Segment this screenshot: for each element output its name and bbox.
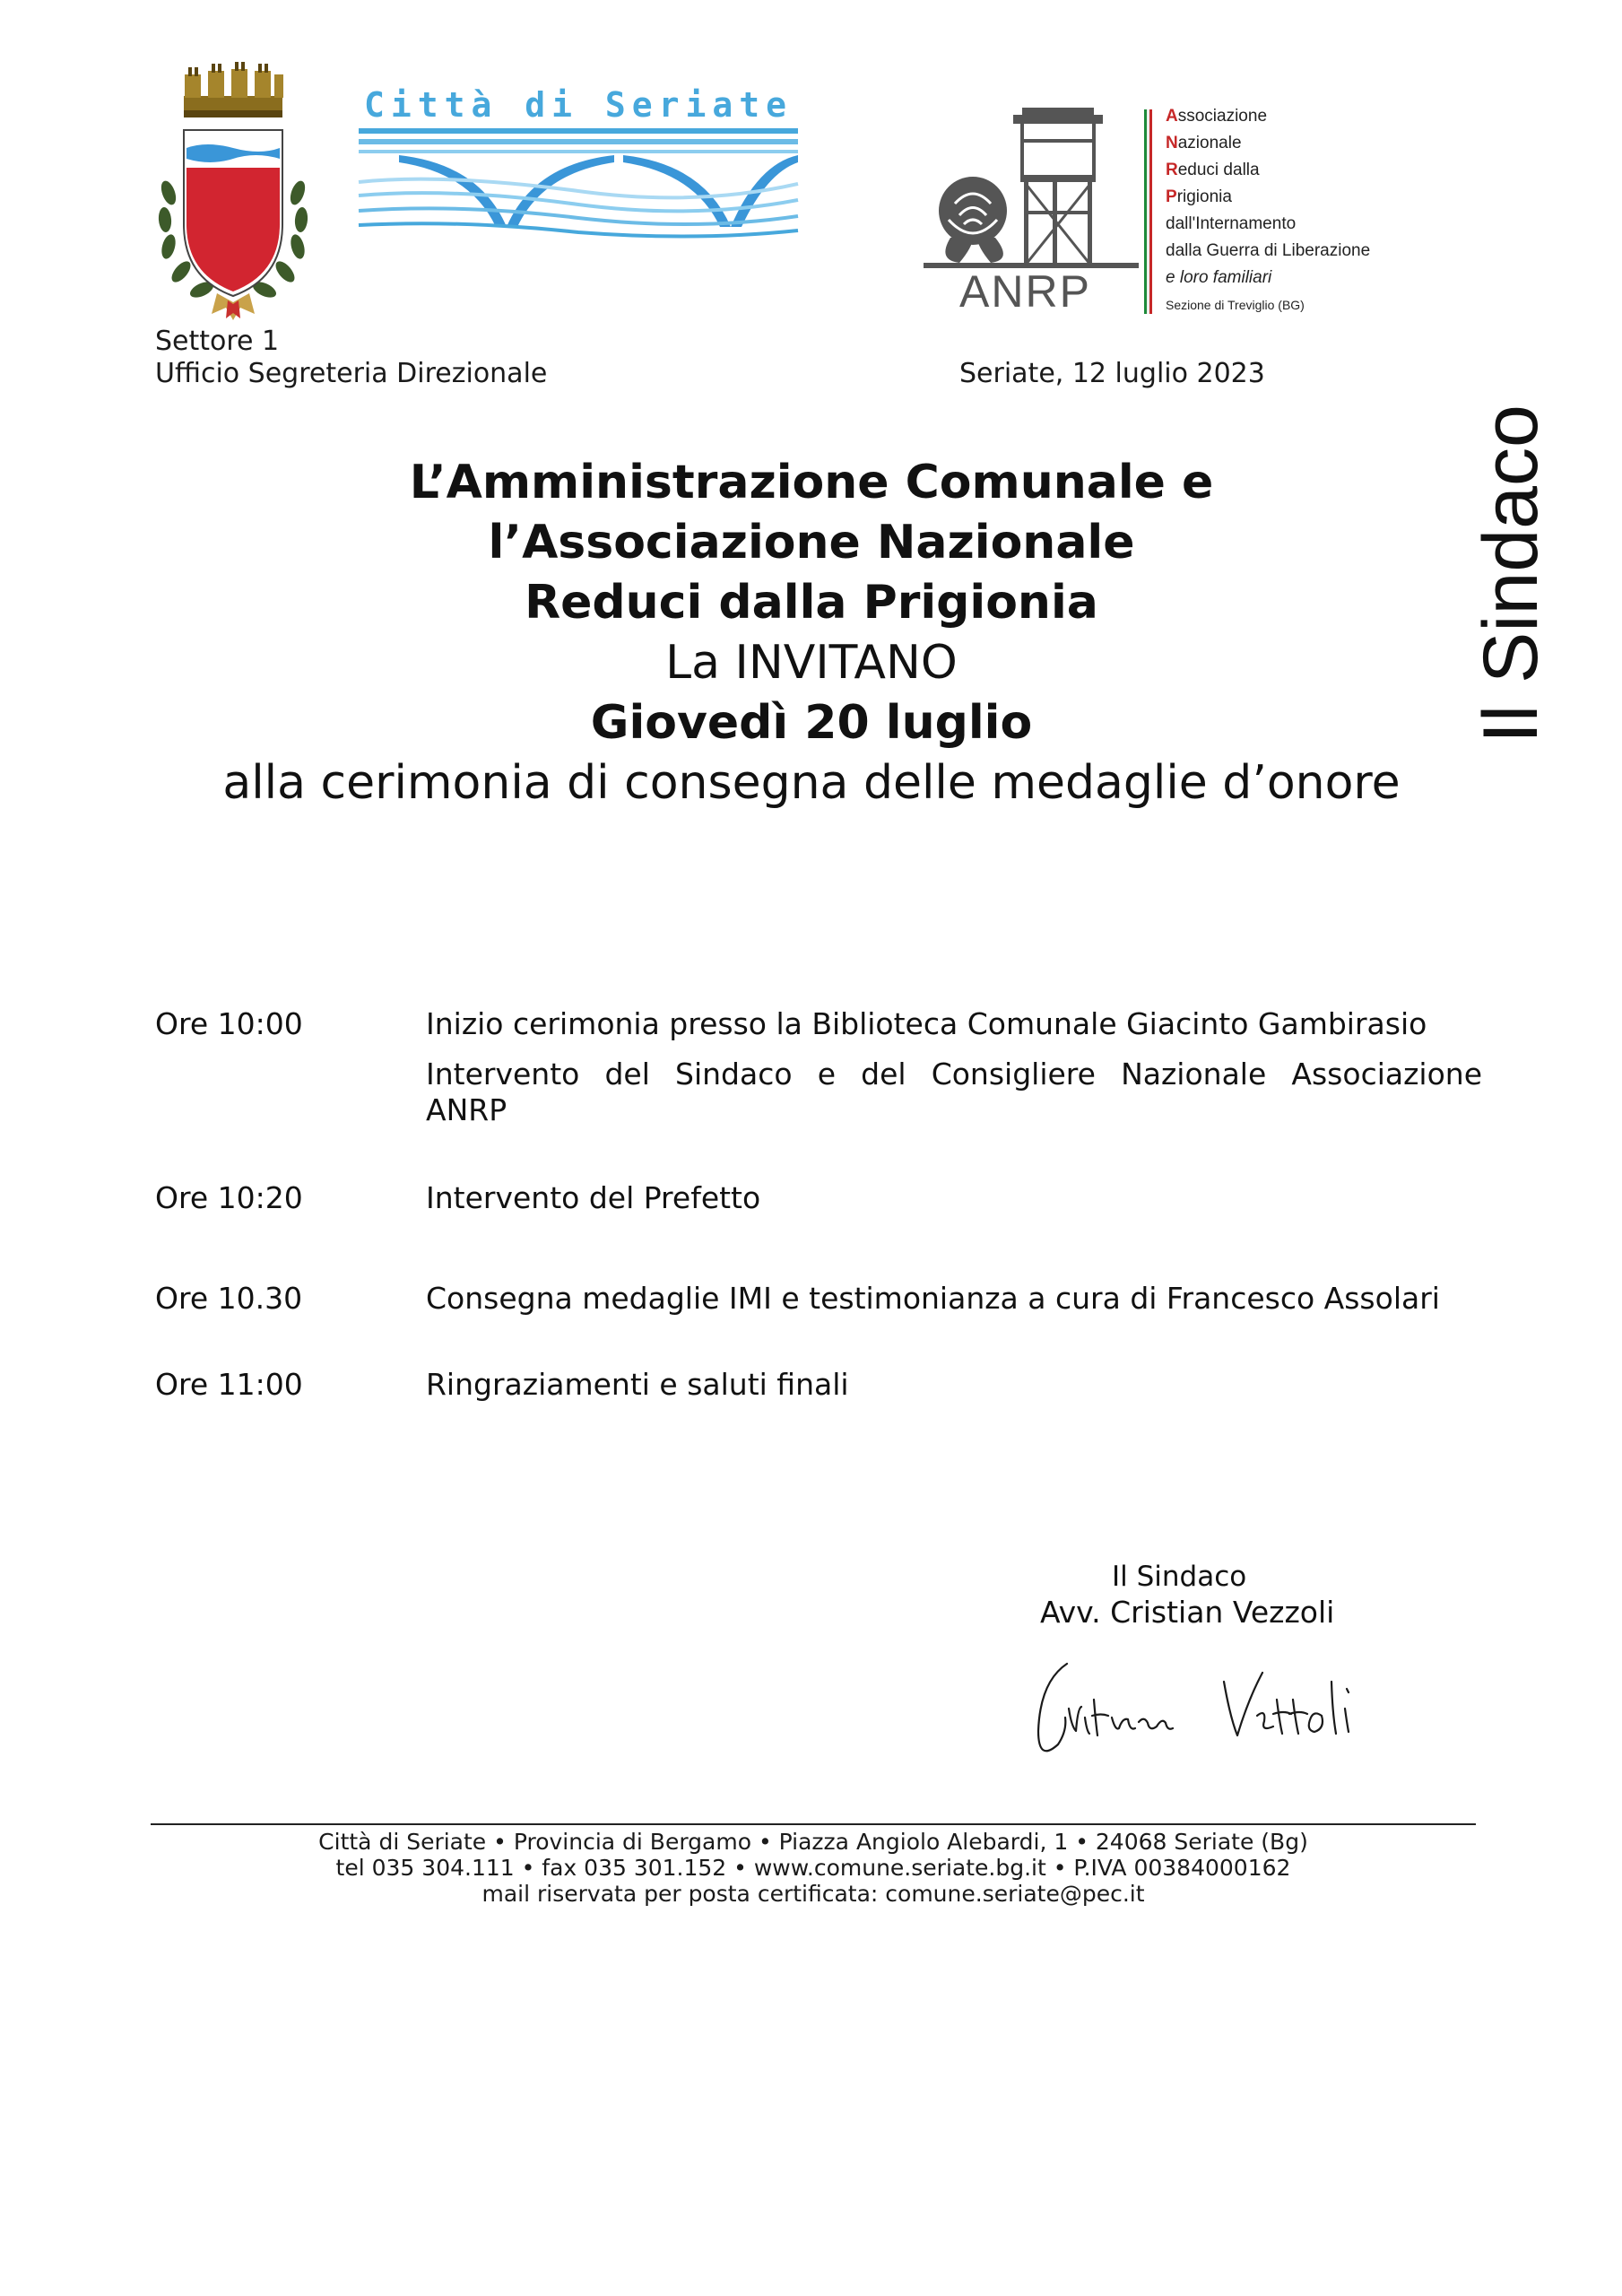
title-date: Giovedì 20 luglio: [590, 696, 1033, 750]
agenda-row: [155, 1367, 1482, 1407]
anrp-line: Prigionia: [1166, 187, 1232, 206]
place-date: Seriate, 12 luglio 2023: [959, 358, 1265, 389]
anrp-line: Sezione di Treviglio (BG): [1166, 298, 1305, 312]
side-text-il-sindaco: Il Sindaco: [1468, 404, 1554, 744]
agenda-desc: ANRP: [426, 1092, 507, 1127]
footer-pec: mail riservata per posta certificata: comune.seriate@pec.it: [481, 1881, 1145, 1907]
anrp-name-lines: [1166, 103, 1435, 318]
anrp-logo: [924, 99, 1408, 323]
crown-icon: [184, 62, 283, 117]
bridge-icon: [354, 128, 802, 245]
agenda-time: Ore 10.30: [155, 1281, 303, 1316]
signature-title: Il Sindaco: [1112, 1561, 1247, 1593]
agenda-desc: Intervento del Sindaco e del Consigliere Nazionale Associazione: [426, 1057, 1482, 1091]
agenda-desc: Consegna medaglie IMI e testimonianza a cura di Francesco Assolari: [426, 1281, 1440, 1316]
anrp-line: e loro familiari: [1166, 268, 1272, 287]
footer-divider: [151, 1823, 1476, 1825]
agenda-row: [155, 1057, 1482, 1133]
agenda-row: [155, 1006, 1482, 1047]
agenda-time: Ore 10:20: [155, 1180, 303, 1215]
anrp-line: dalla Guerra di Liberazione: [1166, 241, 1371, 260]
anrp-acronym: ANRP: [959, 266, 1091, 317]
agenda-desc: Ringraziamenti e saluti finali: [426, 1367, 849, 1402]
agenda-row: [155, 1281, 1482, 1321]
agenda-desc: Inizio cerimonia presso la Biblioteca Comunale Giacinto Gambirasio: [426, 1006, 1427, 1041]
anrp-line: dall'Internamento: [1166, 214, 1297, 233]
footer-address: Città di Seriate • Provincia di Bergamo • Piazza Angiolo Alebardi, 1 • 24068 Seriate (Bg): [318, 1829, 1308, 1855]
city-logo-text: Città di Seriate: [363, 85, 794, 125]
italian-flag-stripe: [1144, 109, 1152, 314]
sector-label: Settore 1: [155, 326, 280, 357]
agenda-desc: Intervento del Prefetto: [426, 1180, 761, 1215]
municipal-coat-of-arms-logo: [152, 58, 314, 327]
footer-contacts: tel 035 304.111 • fax 035 301.152 • www.comune.seriate.bg.it • P.IVA 00384000162: [335, 1855, 1291, 1881]
watchtower-rose-icon: [924, 103, 1148, 274]
citta-di-seriate-logo: [354, 85, 802, 247]
title-invitano: La INVITANO: [665, 636, 958, 690]
handwritten-signature: [1022, 1646, 1381, 1771]
title-line: Reduci dalla Prigionia: [525, 576, 1098, 630]
anrp-line: Reduci dalla: [1166, 161, 1260, 179]
agenda-row: [155, 1180, 1482, 1221]
signature-name: Avv. Cristian Vezzoli: [1040, 1595, 1335, 1630]
anrp-line: Associazione: [1166, 107, 1268, 126]
title-ceremony: alla cerimonia di consegna delle medaglie d’onore: [222, 756, 1401, 810]
anrp-line: Nazionale: [1166, 134, 1242, 152]
invitation-title: [143, 453, 1479, 813]
title-line: l’Associazione Nazionale: [488, 516, 1135, 570]
agenda-time: Ore 11:00: [155, 1367, 303, 1402]
title-line: L’Amministrazione Comunale e: [409, 456, 1214, 509]
office-label: Ufficio Segreteria Direzionale: [155, 358, 548, 389]
agenda-time: Ore 10:00: [155, 1006, 303, 1041]
